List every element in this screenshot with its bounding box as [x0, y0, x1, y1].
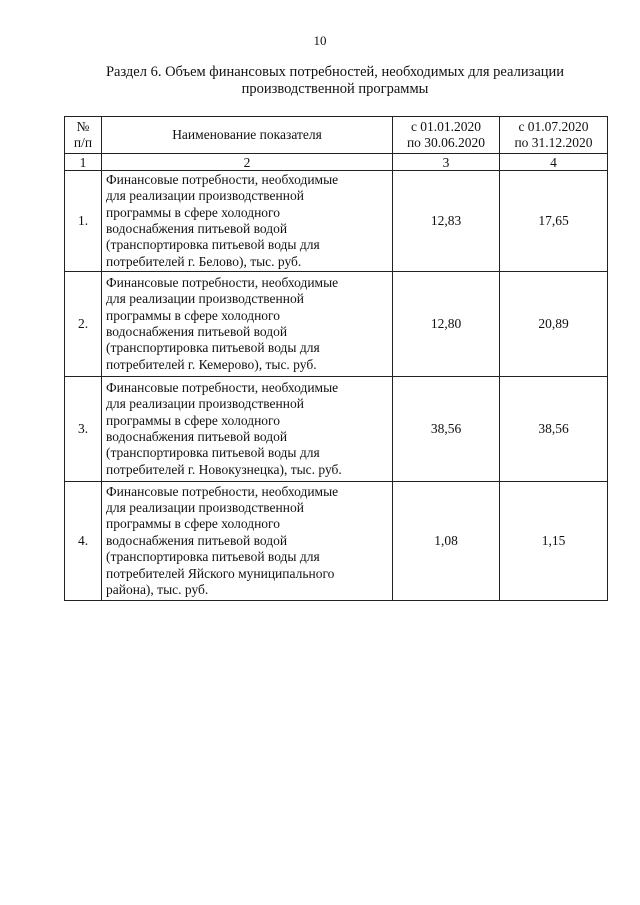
table-row: [65, 272, 608, 377]
row-name-line: потребителей Яйского муниципального: [106, 565, 335, 581]
row-name-line: водоснабжения питьевой водой: [106, 429, 288, 444]
section-title-line-1: Раздел 6. Объем финансовых потребностей, необходимых для реализации: [105, 64, 565, 80]
row-name-line: программы в сфере холодного: [106, 307, 280, 323]
row-name-line: программы в сфере холодного: [106, 412, 280, 428]
column-number-cell: 1: [65, 154, 102, 171]
header-period-2: [500, 117, 608, 154]
row-name-line: (транспортировка питьевой воды для: [106, 237, 320, 253]
row-name: [102, 272, 393, 377]
column-number-cell: 2: [102, 154, 393, 171]
row-period-2-value: 1,15: [500, 482, 608, 601]
row-name-line: программы в сфере холодного: [106, 204, 280, 220]
row-num: 1.: [65, 171, 102, 272]
row-period-2-value: 17,65: [500, 171, 608, 272]
header-period-1-line-1: с 01.01.2020: [410, 119, 482, 134]
row-name-line: (транспортировка питьевой воды для: [106, 445, 320, 461]
row-name-line: Финансовые потребности, необходимые: [106, 171, 339, 187]
column-number-row: [65, 154, 608, 171]
table-row: [65, 482, 608, 601]
header-num-line-2: п/п: [73, 135, 93, 150]
header-period-2-line-1: с 01.07.2020: [518, 119, 589, 134]
header-period-2-line-2: по 31.12.2020: [514, 135, 593, 150]
row-period-1-value: 12,83: [393, 171, 500, 272]
row-period-1-value: 12,80: [393, 272, 500, 377]
row-name-line: водоснабжения питьевой водой: [106, 221, 288, 236]
row-name-line: (транспортировка питьевой воды для: [106, 340, 320, 356]
row-name-line: для реализации производственной: [106, 396, 304, 412]
row-name-line: Финансовые потребности, необходимые: [106, 379, 339, 395]
row-period-1-value: 1,08: [393, 482, 500, 601]
row-name: [102, 482, 393, 601]
row-name-line: района), тыс. руб.: [106, 582, 209, 598]
row-name: [102, 377, 393, 482]
row-num: 2.: [65, 272, 102, 377]
row-name-line: потребителей г. Белово), тыс. руб.: [106, 253, 302, 269]
row-name: [102, 171, 393, 272]
row-num: 4.: [65, 482, 102, 601]
table-header-row: [65, 117, 608, 154]
row-period-2-value: 20,89: [500, 272, 608, 377]
table-row: [65, 377, 608, 482]
header-num: [65, 117, 102, 154]
row-name-line: потребителей г. Кемерово), тыс. руб.: [106, 356, 317, 372]
section-title-line-2: производственной программы: [241, 81, 429, 97]
column-number-cell: 3: [393, 154, 500, 171]
page-number: 10: [313, 33, 327, 48]
row-period-1-value: 38,56: [393, 377, 500, 482]
header-num-line-1: №: [76, 119, 90, 134]
row-name-line: потребителей г. Новокузнецка), тыс. руб.: [106, 461, 342, 477]
row-period-2-value: 38,56: [500, 377, 608, 482]
row-name-line: (транспортировка питьевой воды для: [106, 549, 320, 565]
column-number-cell: 4: [500, 154, 608, 171]
header-period-1: [393, 117, 500, 154]
row-name-line: водоснабжения питьевой водой: [106, 324, 288, 339]
row-name-line: для реализации производственной: [106, 291, 304, 307]
row-name-line: Финансовые потребности, необходимые: [106, 483, 339, 499]
header-period-1-line-2: по 30.06.2020: [406, 135, 486, 150]
financial-needs-table: [64, 116, 608, 601]
row-name-line: Финансовые потребности, необходимые: [106, 274, 339, 290]
row-name-line: программы в сфере холодного: [106, 516, 280, 532]
row-num: 3.: [65, 377, 102, 482]
row-name-line: для реализации производственной: [106, 188, 304, 204]
row-name-line: для реализации производственной: [106, 499, 304, 515]
table-row: [65, 171, 608, 272]
header-name: Наименование показателя: [102, 117, 393, 154]
section-title: [40, 64, 630, 98]
row-name-line: водоснабжения питьевой водой: [106, 532, 288, 548]
